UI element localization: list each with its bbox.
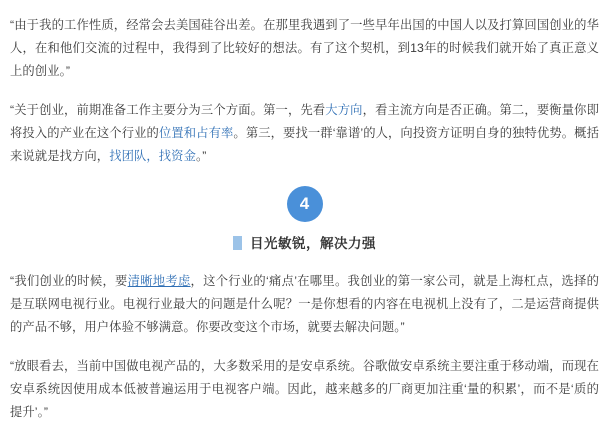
paragraph-3 [10, 270, 599, 339]
paragraph-3-text-1: “我们创业的时候，要 [10, 274, 128, 288]
paragraph-2-highlight-3: 找团队，找资金 [109, 149, 196, 163]
paragraph-2-highlight-2: 位置和占有率 [158, 126, 234, 140]
paragraph-2-text-4: 。” [195, 149, 207, 163]
paragraph-2-highlight-1: 大方向 [325, 103, 363, 117]
paragraph-2-text-1: “关于创业，前期准备工作主要分为三个方面。第一，先看 [10, 103, 326, 117]
heading-marker-icon [233, 236, 242, 250]
paragraph-2 [10, 99, 599, 168]
paragraph-4: “放眼看去，当前中国做电视产品的，大多数采用的是安卓系统。谷歌做安卓系统主要注重于移动端，而现在安卓系统因使用成本低被普遍运用于电视客户端。因此，越来越多的厂商更加注重‘量的积累’，而不是‘质的提升’。” [10, 359, 599, 419]
section-number-badge [10, 186, 599, 222]
paragraph-2-text-3: 。第三，要找一群‘靠谱’的人，向投资方证明自身的独特优势。概括来说就是找方向， [10, 126, 599, 163]
paragraph-2-text-2: ，看主流方向是否正确。第二，要衡量你即将投入的产业在这个行业的 [10, 103, 599, 140]
paragraph-3-highlight-1: 清晰地考虑 [127, 274, 191, 288]
section-heading [10, 232, 599, 252]
paragraph-1: “由于我的工作性质，经常会去美国硅谷出差。在那里我遇到了一些早年出国的中国人以及打算回国创业的华人，在和他们交流的过程中，我得到了比较好的想法。有了这个契机，到13年的时候我们就开始了真正意义上的创业。” [10, 18, 599, 78]
section-number: 4 [287, 186, 323, 222]
paragraph-3-text-2: ，这个行业的‘痛点’在哪里。我创业的第一家公司，就是上海杠点，选择的是互联网电视行业。电视行业最大的问题是什么呢？一是你想看的内容在电视机上没有了，二是运营商提供的产品不够，用户体验不够满意。你要改变这个市场，就要去解决问题。” [10, 274, 599, 334]
section-heading-text: 目光敏锐，解决力强 [250, 236, 376, 251]
